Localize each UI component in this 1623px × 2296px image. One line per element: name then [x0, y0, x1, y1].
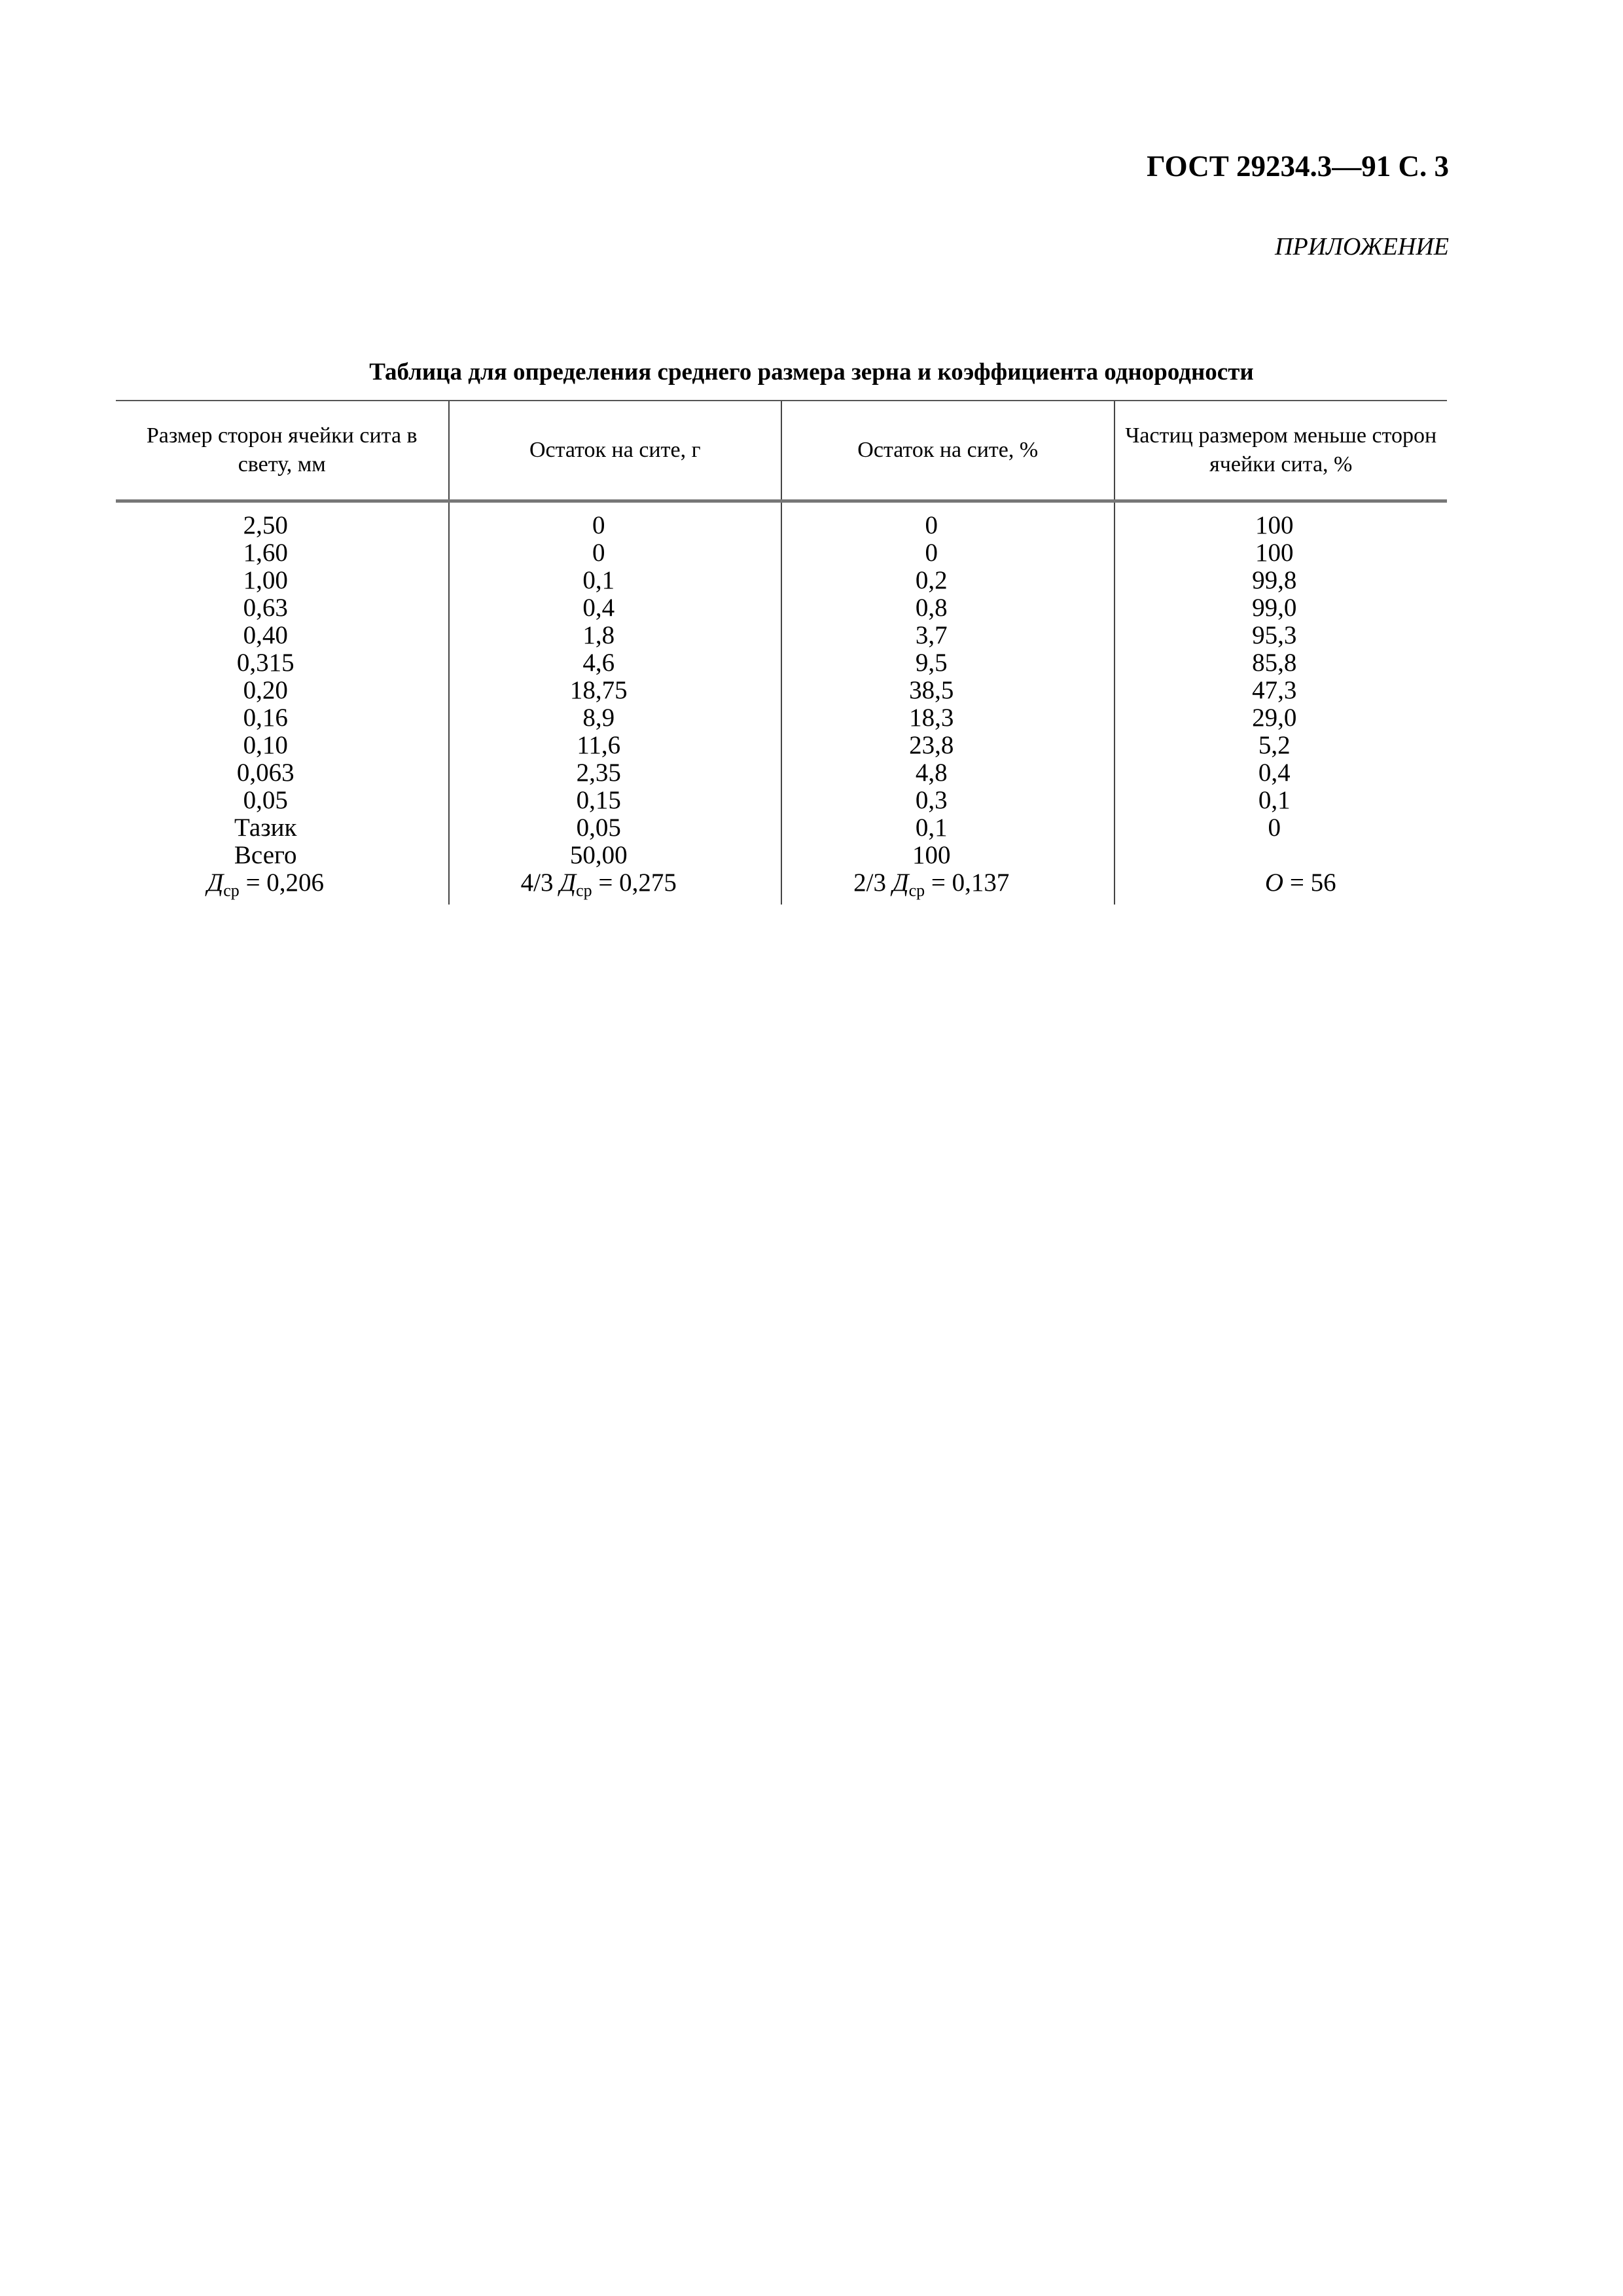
cell-residue-grams — [449, 787, 782, 814]
subscript-sr: ср — [908, 881, 925, 900]
cell-value: 0,4 — [582, 594, 615, 622]
cell-residue-percent — [781, 842, 1115, 869]
formula-value: = 0,275 — [592, 869, 677, 897]
cell-value: 47,3 — [1252, 676, 1297, 704]
cell-mesh-size — [116, 759, 449, 787]
cell-value: 23,8 — [909, 731, 954, 759]
cell-value: 18,75 — [569, 676, 628, 704]
cell-value: 1,8 — [582, 621, 615, 649]
table-header-row — [116, 401, 1447, 501]
table-row — [116, 814, 1447, 842]
cell-passing-percent — [1115, 842, 1448, 869]
cell-passing-percent — [1115, 622, 1448, 649]
cell-mesh-size — [116, 622, 449, 649]
cell-residue-percent — [781, 501, 1115, 540]
cell-value: Тазик — [234, 814, 297, 842]
cell-mesh-size — [116, 842, 449, 869]
cell-mesh-size — [116, 567, 449, 594]
table-row — [116, 759, 1447, 787]
column-header-mesh-size: Размер сторон ячейки сита в свету, мм — [116, 401, 449, 501]
sieve-analysis-table-container — [116, 400, 1447, 905]
cell-value: 0,063 — [236, 759, 294, 787]
cell-mesh-size — [116, 704, 449, 732]
cell-passing-percent — [1115, 732, 1448, 759]
cell-residue-percent — [781, 649, 1115, 677]
cell-value: 9,5 — [915, 649, 948, 677]
cell-value: 0 — [925, 539, 938, 567]
cell-value: Всего — [234, 841, 297, 869]
cell-value: 95,3 — [1252, 621, 1297, 649]
cell-mesh-size — [116, 501, 449, 540]
cell-value: 0,63 — [243, 594, 288, 622]
cell-value: 2,35 — [576, 759, 621, 787]
table-row — [116, 649, 1447, 677]
cell-value: 99,8 — [1252, 566, 1297, 594]
cell-residue-grams — [449, 759, 782, 787]
symbol-d: Д — [560, 869, 577, 897]
cell-mesh-size — [116, 594, 449, 622]
cell-value: 1,00 — [243, 566, 288, 594]
cell-value: 4,8 — [915, 759, 948, 787]
table-summary-row — [116, 869, 1447, 905]
cell-value: 0,05 — [243, 786, 288, 814]
table-row — [116, 842, 1447, 869]
table-row — [116, 732, 1447, 759]
cell-value: 0,8 — [915, 594, 948, 622]
cell-residue-grams — [449, 732, 782, 759]
cell-passing-percent — [1115, 704, 1448, 732]
cell-passing-percent — [1115, 759, 1448, 787]
cell-mesh-size — [116, 732, 449, 759]
cell-value: 0,2 — [915, 566, 948, 594]
cell-value: 4,6 — [582, 649, 615, 677]
cell-value: 29,0 — [1252, 704, 1297, 732]
cell-value: 0,4 — [1258, 759, 1291, 787]
cell-mean-grain-size — [116, 869, 449, 905]
cell-passing-percent — [1115, 787, 1448, 814]
cell-residue-percent — [781, 539, 1115, 567]
cell-passing-percent — [1115, 539, 1448, 567]
cell-value: 0 — [592, 511, 605, 539]
cell-value: 0,15 — [576, 786, 621, 814]
symbol-d: Д — [207, 869, 224, 897]
cell-residue-percent — [781, 594, 1115, 622]
formula-prefix: 4/3 — [520, 869, 560, 897]
symbol-d: Д — [892, 869, 909, 897]
formula — [520, 869, 677, 900]
cell-value: 11,6 — [577, 731, 621, 759]
column-header-passing-percent: Частиц размером меньше сторон ячейки сита, % — [1115, 401, 1448, 501]
cell-passing-percent — [1115, 567, 1448, 594]
cell-value: 85,8 — [1252, 649, 1297, 677]
cell-value: 3,7 — [915, 621, 948, 649]
cell-mesh-size — [116, 787, 449, 814]
cell-four-thirds-d — [449, 869, 782, 905]
cell-passing-percent — [1115, 677, 1448, 704]
cell-residue-grams — [449, 704, 782, 732]
cell-passing-percent — [1115, 649, 1448, 677]
formula — [207, 869, 325, 900]
cell-mesh-size — [116, 677, 449, 704]
cell-value: 18,3 — [909, 704, 954, 732]
formula — [853, 869, 1010, 900]
cell-mesh-size — [116, 814, 449, 842]
table-body — [116, 501, 1447, 905]
table-title: Таблица для определения среднего размера зерна и коэффициента однородности — [369, 359, 1254, 386]
cell-mesh-size — [116, 539, 449, 567]
subscript-sr: ср — [576, 881, 592, 900]
cell-value: 2,50 — [243, 511, 288, 539]
cell-residue-grams — [449, 842, 782, 869]
cell-residue-grams — [449, 501, 782, 540]
symbol-o: О — [1264, 869, 1284, 897]
formula-prefix: 2/3 — [853, 869, 893, 897]
cell-value: 0 — [1268, 814, 1281, 842]
cell-passing-percent — [1115, 814, 1448, 842]
cell-value: 0,40 — [243, 621, 288, 649]
cell-residue-percent — [781, 704, 1115, 732]
cell-value: 0,16 — [243, 704, 288, 732]
cell-residue-percent — [781, 814, 1115, 842]
table-row — [116, 567, 1447, 594]
formula-value: = 0,137 — [925, 869, 1010, 897]
appendix-label: ПРИЛОЖЕНИЕ — [1275, 233, 1449, 260]
cell-residue-grams — [449, 622, 782, 649]
table-row — [116, 704, 1447, 732]
cell-value: 0 — [592, 539, 605, 567]
cell-two-thirds-d — [781, 869, 1115, 905]
column-header-residue-grams: Остаток на сите, г — [449, 401, 782, 501]
cell-residue-percent — [781, 622, 1115, 649]
cell-value: 0,10 — [243, 731, 288, 759]
cell-value: 99,0 — [1252, 594, 1297, 622]
cell-value: 5,2 — [1258, 731, 1291, 759]
cell-value: 8,9 — [582, 704, 615, 732]
cell-value: 0,05 — [576, 814, 621, 842]
cell-value: 0,1 — [582, 566, 615, 594]
cell-value: 100 — [912, 841, 951, 869]
cell-residue-grams — [449, 814, 782, 842]
cell-residue-percent — [781, 759, 1115, 787]
cell-uniformity-coefficient — [1115, 869, 1448, 905]
cell-passing-percent — [1115, 501, 1448, 540]
cell-residue-percent — [781, 732, 1115, 759]
cell-residue-grams — [449, 594, 782, 622]
cell-passing-percent — [1115, 594, 1448, 622]
cell-value: 0,3 — [915, 786, 948, 814]
cell-mesh-size — [116, 649, 449, 677]
cell-value: 100 — [1255, 511, 1294, 539]
cell-value: 0,1 — [915, 814, 948, 842]
column-header-residue-percent: Остаток на сите, % — [781, 401, 1115, 501]
cell-value: 0,315 — [236, 649, 294, 677]
document-reference: ГОСТ 29234.3—91 С. 3 — [1147, 150, 1449, 183]
cell-value: 0,1 — [1258, 786, 1291, 814]
cell-value: 1,60 — [243, 539, 288, 567]
subscript-sr: ср — [223, 881, 240, 900]
formula-value: = 0,206 — [239, 869, 325, 897]
formula — [1265, 869, 1336, 897]
cell-value: 0,20 — [243, 676, 288, 704]
cell-residue-grams — [449, 539, 782, 567]
table-row — [116, 594, 1447, 622]
cell-value: 100 — [1255, 539, 1294, 567]
cell-value: 50,00 — [569, 841, 628, 869]
cell-residue-percent — [781, 787, 1115, 814]
formula-value: = 56 — [1283, 869, 1336, 897]
sieve-analysis-table — [116, 400, 1447, 905]
table-row — [116, 787, 1447, 814]
cell-value: 38,5 — [909, 676, 954, 704]
table-row — [116, 501, 1447, 540]
table-row — [116, 677, 1447, 704]
cell-residue-percent — [781, 677, 1115, 704]
table-row — [116, 539, 1447, 567]
cell-residue-grams — [449, 567, 782, 594]
cell-residue-percent — [781, 567, 1115, 594]
cell-residue-grams — [449, 649, 782, 677]
cell-residue-grams — [449, 677, 782, 704]
cell-value: 0 — [925, 511, 938, 539]
table-row — [116, 622, 1447, 649]
